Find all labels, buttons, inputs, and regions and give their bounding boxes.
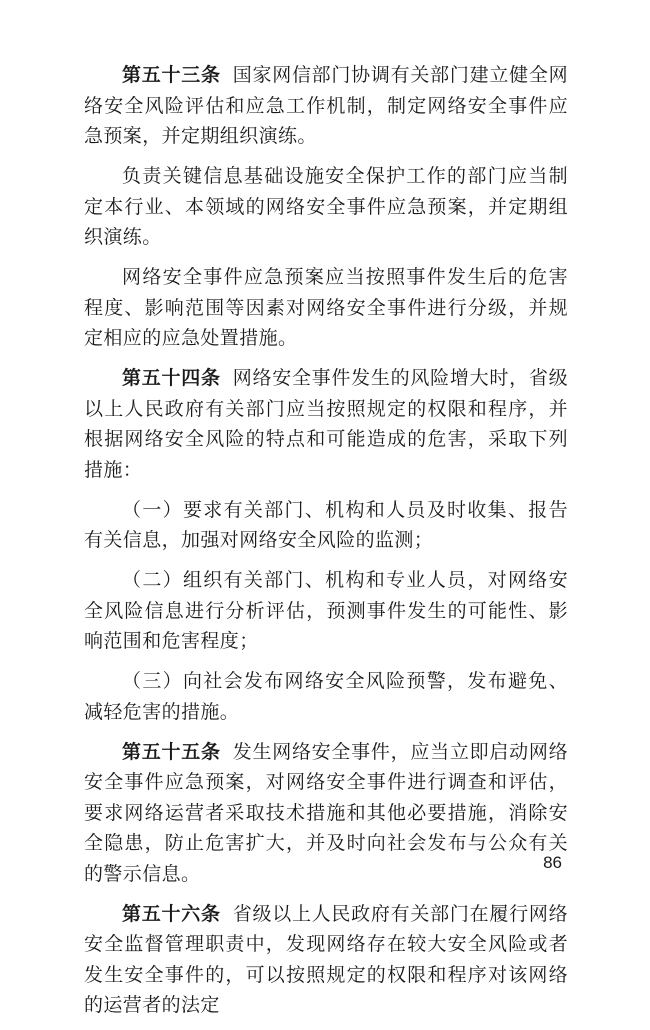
paragraph-text: （三）向社会发布网络安全风险预警，发布避免、减轻危害的措施。 [84, 670, 568, 723]
paragraph-5 [84, 495, 568, 556]
paragraph-text: 负责关键信息基础设施安全保护工作的部门应当制定本行业、本领域的网络安全事件应急预案，并定期组织演练。 [84, 165, 568, 248]
paragraph-8 [84, 737, 568, 890]
document-page [84, 60, 568, 1030]
paragraph-text: 网络安全事件应急预案应当按照事件发生后的危害程度、影响范围等因素对网络安全事件进行分级，并规定相应的应急处置措施。 [84, 266, 568, 349]
paragraph-3 [84, 262, 568, 354]
paragraph-7 [84, 666, 568, 727]
paragraph-text: 网络安全事件发生的风险增大时，省级以上人民政府有关部门应当按照规定的权限和程序，并根据网络安全风险的特点和可能造成的危害，采取下列措施： [84, 367, 568, 481]
paragraph-6 [84, 565, 568, 657]
article-heading: 第五十六条 [122, 902, 221, 925]
paragraph-4 [84, 363, 568, 485]
page-number: 86 [543, 853, 562, 872]
paragraph-text: 省级以上人民政府有关部门在履行网络安全监督管理职责中，发现网络存在较大安全风险或者发生安全事件的，可以按照规定的权限和程序对该网络的运营者的法定 [84, 902, 568, 1016]
paragraph-1 [84, 60, 568, 152]
paragraph-9 [84, 899, 568, 1021]
paragraph-text: （一）要求有关部门、机构和人员及时收集、报告有关信息，加强对网络安全风险的监测； [84, 498, 568, 551]
paragraph-2 [84, 161, 568, 253]
article-heading: 第五十五条 [122, 740, 221, 763]
paragraph-text: 国家网信部门协调有关部门建立健全网络安全风险评估和应急工作机制，制定网络安全事件应急预案，并定期组织演练。 [84, 64, 568, 147]
article-heading: 第五十三条 [122, 64, 221, 86]
paragraph-text: 发生网络安全事件，应当立即启动网络安全事件应急预案，对网络安全事件进行调查和评估，要求网络运营者采取技术措施和其他必要措施，消除安全隐患，防止危害扩大，并及时向社会发布与公众有关的警示信息。 [84, 740, 568, 885]
article-heading: 第五十四条 [122, 367, 221, 389]
paragraph-text: （二）组织有关部门、机构和专业人员，对网络安全风险信息进行分析评估，预测事件发生的可能性、影响范围和危害程度； [84, 569, 568, 652]
